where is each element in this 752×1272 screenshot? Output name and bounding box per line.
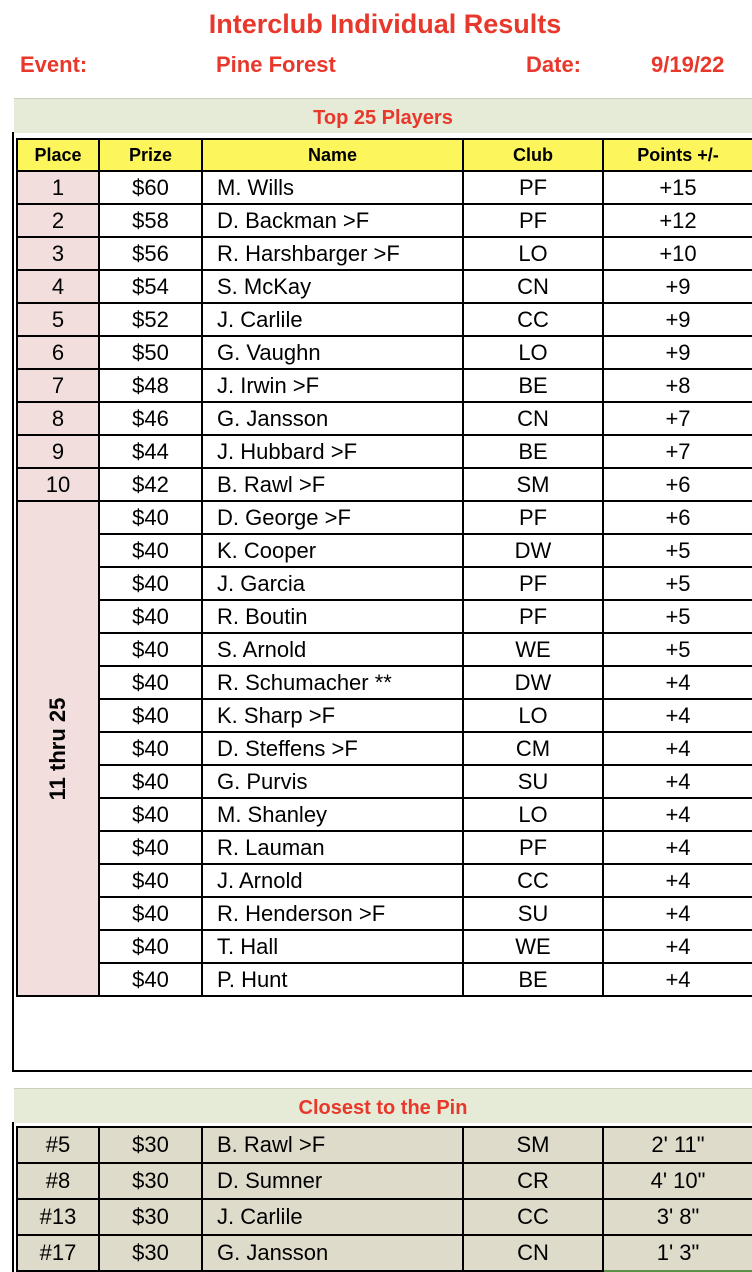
- prize-cell[interactable]: $30: [99, 1235, 202, 1271]
- table-row: [17, 468, 752, 501]
- prize-cell[interactable]: $46: [99, 402, 202, 435]
- name-cell[interactable]: S. Arnold: [202, 633, 463, 666]
- prize-cell[interactable]: $52: [99, 303, 202, 336]
- club-cell[interactable]: BE: [463, 963, 603, 996]
- prize-cell[interactable]: $42: [99, 468, 202, 501]
- prize-cell[interactable]: $40: [99, 963, 202, 996]
- name-cell[interactable]: P. Hunt: [202, 963, 463, 996]
- name-cell[interactable]: K. Sharp >F: [202, 699, 463, 732]
- points-cell[interactable]: +4: [603, 666, 752, 699]
- points-cell[interactable]: +4: [603, 831, 752, 864]
- table-row: [17, 1235, 752, 1271]
- name-cell[interactable]: K. Cooper: [202, 534, 463, 567]
- points-cell[interactable]: +7: [603, 435, 752, 468]
- place-cell[interactable]: 5: [17, 303, 99, 336]
- club-cell[interactable]: LO: [463, 336, 603, 369]
- prize-cell[interactable]: $40: [99, 600, 202, 633]
- name-cell[interactable]: J. Hubbard >F: [202, 435, 463, 468]
- club-cell[interactable]: PF: [463, 600, 603, 633]
- prize-cell[interactable]: $40: [99, 534, 202, 567]
- points-cell[interactable]: +6: [603, 501, 752, 534]
- place-cell[interactable]: 4: [17, 270, 99, 303]
- table-row: [17, 699, 752, 732]
- prize-cell[interactable]: $60: [99, 171, 202, 204]
- table-row: [17, 1127, 752, 1163]
- points-cell[interactable]: +4: [603, 963, 752, 996]
- points-cell[interactable]: +5: [603, 534, 752, 567]
- place-cell[interactable]: 3: [17, 237, 99, 270]
- table-row: [17, 369, 752, 402]
- club-cell[interactable]: LO: [463, 237, 603, 270]
- name-cell[interactable]: B. Rawl >F: [202, 468, 463, 501]
- club-cell[interactable]: PF: [463, 567, 603, 600]
- club-cell[interactable]: PF: [463, 501, 603, 534]
- table-row: [17, 1199, 752, 1235]
- hole-cell[interactable]: #8: [17, 1163, 99, 1199]
- club-cell[interactable]: DW: [463, 666, 603, 699]
- name-cell[interactable]: R. Schumacher **: [202, 666, 463, 699]
- table-row: [17, 633, 752, 666]
- table-row: [17, 237, 752, 270]
- club-cell[interactable]: CN: [463, 402, 603, 435]
- prize-cell[interactable]: $40: [99, 831, 202, 864]
- points-cell[interactable]: +9: [603, 270, 752, 303]
- club-cell[interactable]: CC: [463, 864, 603, 897]
- club-cell[interactable]: PF: [463, 171, 603, 204]
- club-cell[interactable]: WE: [463, 930, 603, 963]
- distance-cell[interactable]: 3' 8": [603, 1199, 752, 1235]
- club-cell[interactable]: SM: [463, 1127, 603, 1163]
- table-row: [17, 567, 752, 600]
- prize-cell[interactable]: $40: [99, 501, 202, 534]
- table-row: [17, 435, 752, 468]
- points-cell[interactable]: +4: [603, 798, 752, 831]
- top-players-section-title: Top 25 Players: [14, 98, 752, 133]
- table-row: [17, 963, 752, 996]
- points-cell[interactable]: +9: [603, 336, 752, 369]
- name-cell[interactable]: D. George >F: [202, 501, 463, 534]
- table-row: [17, 666, 752, 699]
- points-cell[interactable]: +8: [603, 369, 752, 402]
- club-cell[interactable]: CN: [463, 270, 603, 303]
- table-row: [17, 534, 752, 567]
- column-header-place[interactable]: Place: [17, 139, 99, 171]
- prize-cell[interactable]: $50: [99, 336, 202, 369]
- name-cell[interactable]: R. Harshbarger >F: [202, 237, 463, 270]
- table-row: [17, 204, 752, 237]
- name-cell[interactable]: G. Jansson: [202, 1235, 463, 1271]
- prize-cell[interactable]: $40: [99, 864, 202, 897]
- table-row: [17, 1163, 752, 1199]
- closest-to-pin-table: [16, 1126, 752, 1272]
- prize-cell[interactable]: $48: [99, 369, 202, 402]
- prize-cell[interactable]: $30: [99, 1163, 202, 1199]
- points-cell[interactable]: +4: [603, 897, 752, 930]
- page-title: Interclub Individual Results: [208, 9, 562, 39]
- prize-cell[interactable]: $44: [99, 435, 202, 468]
- column-header-points[interactable]: Points +/-: [603, 139, 752, 171]
- points-cell[interactable]: +15: [603, 171, 752, 204]
- name-cell[interactable]: J. Irwin >F: [202, 369, 463, 402]
- club-cell[interactable]: DW: [463, 534, 603, 567]
- table-row: [17, 864, 752, 897]
- club-cell[interactable]: CR: [463, 1163, 603, 1199]
- prize-cell[interactable]: $40: [99, 633, 202, 666]
- club-cell[interactable]: WE: [463, 633, 603, 666]
- table-header-row: [17, 139, 752, 171]
- prize-cell[interactable]: $40: [99, 567, 202, 600]
- table-row: [17, 336, 752, 369]
- club-cell[interactable]: PF: [463, 831, 603, 864]
- table-row: [17, 897, 752, 930]
- column-header-name[interactable]: Name: [202, 139, 463, 171]
- prize-cell[interactable]: $54: [99, 270, 202, 303]
- place-cell[interactable]: 2: [17, 204, 99, 237]
- name-cell[interactable]: G. Jansson: [202, 402, 463, 435]
- points-cell[interactable]: +4: [603, 930, 752, 963]
- column-header-prize[interactable]: Prize: [99, 139, 202, 171]
- club-cell[interactable]: CN: [463, 1235, 603, 1271]
- hole-cell[interactable]: #5: [17, 1127, 99, 1163]
- points-cell[interactable]: +12: [603, 204, 752, 237]
- table-row: [17, 402, 752, 435]
- place-cell[interactable]: 1: [17, 171, 99, 204]
- place-range-label: 11 thru 25: [45, 697, 70, 800]
- prize-cell[interactable]: $30: [99, 1199, 202, 1235]
- club-cell[interactable]: LO: [463, 699, 603, 732]
- place-cell[interactable]: 8: [17, 402, 99, 435]
- name-cell[interactable]: J. Carlile: [202, 303, 463, 336]
- table-row: [17, 798, 752, 831]
- top-players-table: [16, 138, 752, 997]
- club-cell[interactable]: BE: [463, 435, 603, 468]
- place-range-cell[interactable]: [17, 501, 99, 996]
- name-cell[interactable]: T. Hall: [202, 930, 463, 963]
- prize-cell[interactable]: $40: [99, 765, 202, 798]
- prize-cell[interactable]: $30: [99, 1127, 202, 1163]
- name-cell[interactable]: B. Rawl >F: [202, 1127, 463, 1163]
- hole-cell[interactable]: #13: [17, 1199, 99, 1235]
- prize-cell[interactable]: $56: [99, 237, 202, 270]
- prize-cell[interactable]: $40: [99, 699, 202, 732]
- club-cell[interactable]: CC: [463, 303, 603, 336]
- place-cell[interactable]: 7: [17, 369, 99, 402]
- table-row: [17, 765, 752, 798]
- points-cell[interactable]: +4: [603, 732, 752, 765]
- club-cell[interactable]: CC: [463, 1199, 603, 1235]
- table-row: [17, 270, 752, 303]
- name-cell[interactable]: D. Sumner: [202, 1163, 463, 1199]
- name-cell[interactable]: J. Carlile: [202, 1199, 463, 1235]
- distance-cell[interactable]: 1' 3": [603, 1235, 752, 1271]
- prize-cell[interactable]: $40: [99, 798, 202, 831]
- name-cell[interactable]: R. Lauman: [202, 831, 463, 864]
- table-row: [17, 831, 752, 864]
- prize-cell[interactable]: $40: [99, 897, 202, 930]
- prize-cell[interactable]: $40: [99, 930, 202, 963]
- name-cell[interactable]: M. Wills: [202, 171, 463, 204]
- club-cell[interactable]: SU: [463, 765, 603, 798]
- name-cell[interactable]: J. Arnold: [202, 864, 463, 897]
- closest-to-pin-section-title: Closest to the Pin: [14, 1088, 752, 1123]
- table-row: [17, 303, 752, 336]
- table-row: [17, 732, 752, 765]
- prize-cell[interactable]: $58: [99, 204, 202, 237]
- table-row: [17, 501, 752, 534]
- name-cell[interactable]: G. Vaughn: [202, 336, 463, 369]
- name-cell[interactable]: D. Steffens >F: [202, 732, 463, 765]
- points-cell[interactable]: +5: [603, 633, 752, 666]
- name-cell[interactable]: R. Boutin: [202, 600, 463, 633]
- name-cell[interactable]: G. Purvis: [202, 765, 463, 798]
- hole-cell[interactable]: #17: [17, 1235, 99, 1271]
- club-cell[interactable]: SM: [463, 468, 603, 501]
- date-value: 9/19/22: [651, 52, 725, 77]
- club-cell[interactable]: PF: [463, 204, 603, 237]
- place-cell[interactable]: 10: [17, 468, 99, 501]
- points-cell[interactable]: +9: [603, 303, 752, 336]
- name-cell[interactable]: M. Shanley: [202, 798, 463, 831]
- distance-cell[interactable]: 4' 10": [603, 1163, 752, 1199]
- date-label: Date:: [526, 52, 582, 77]
- club-cell[interactable]: BE: [463, 369, 603, 402]
- points-cell[interactable]: +6: [603, 468, 752, 501]
- prize-cell[interactable]: $40: [99, 666, 202, 699]
- club-cell[interactable]: CM: [463, 732, 603, 765]
- place-cell[interactable]: 9: [17, 435, 99, 468]
- points-cell[interactable]: +7: [603, 402, 752, 435]
- column-header-club[interactable]: Club: [463, 139, 603, 171]
- points-cell[interactable]: +4: [603, 864, 752, 897]
- table-row: [17, 171, 752, 204]
- points-cell[interactable]: +4: [603, 765, 752, 798]
- points-cell[interactable]: +4: [603, 699, 752, 732]
- name-cell[interactable]: R. Henderson >F: [202, 897, 463, 930]
- event-value: Pine Forest: [216, 52, 336, 77]
- place-cell[interactable]: 6: [17, 336, 99, 369]
- points-cell[interactable]: +5: [603, 567, 752, 600]
- table-row: [17, 600, 752, 633]
- name-cell[interactable]: D. Backman >F: [202, 204, 463, 237]
- points-cell[interactable]: +5: [603, 600, 752, 633]
- club-cell[interactable]: SU: [463, 897, 603, 930]
- name-cell[interactable]: S. McKay: [202, 270, 463, 303]
- name-cell[interactable]: J. Garcia: [202, 567, 463, 600]
- table-row: [17, 930, 752, 963]
- distance-cell[interactable]: 2' 11": [603, 1127, 752, 1163]
- prize-cell[interactable]: $40: [99, 732, 202, 765]
- points-cell[interactable]: +10: [603, 237, 752, 270]
- club-cell[interactable]: LO: [463, 798, 603, 831]
- event-label: Event:: [20, 52, 88, 77]
